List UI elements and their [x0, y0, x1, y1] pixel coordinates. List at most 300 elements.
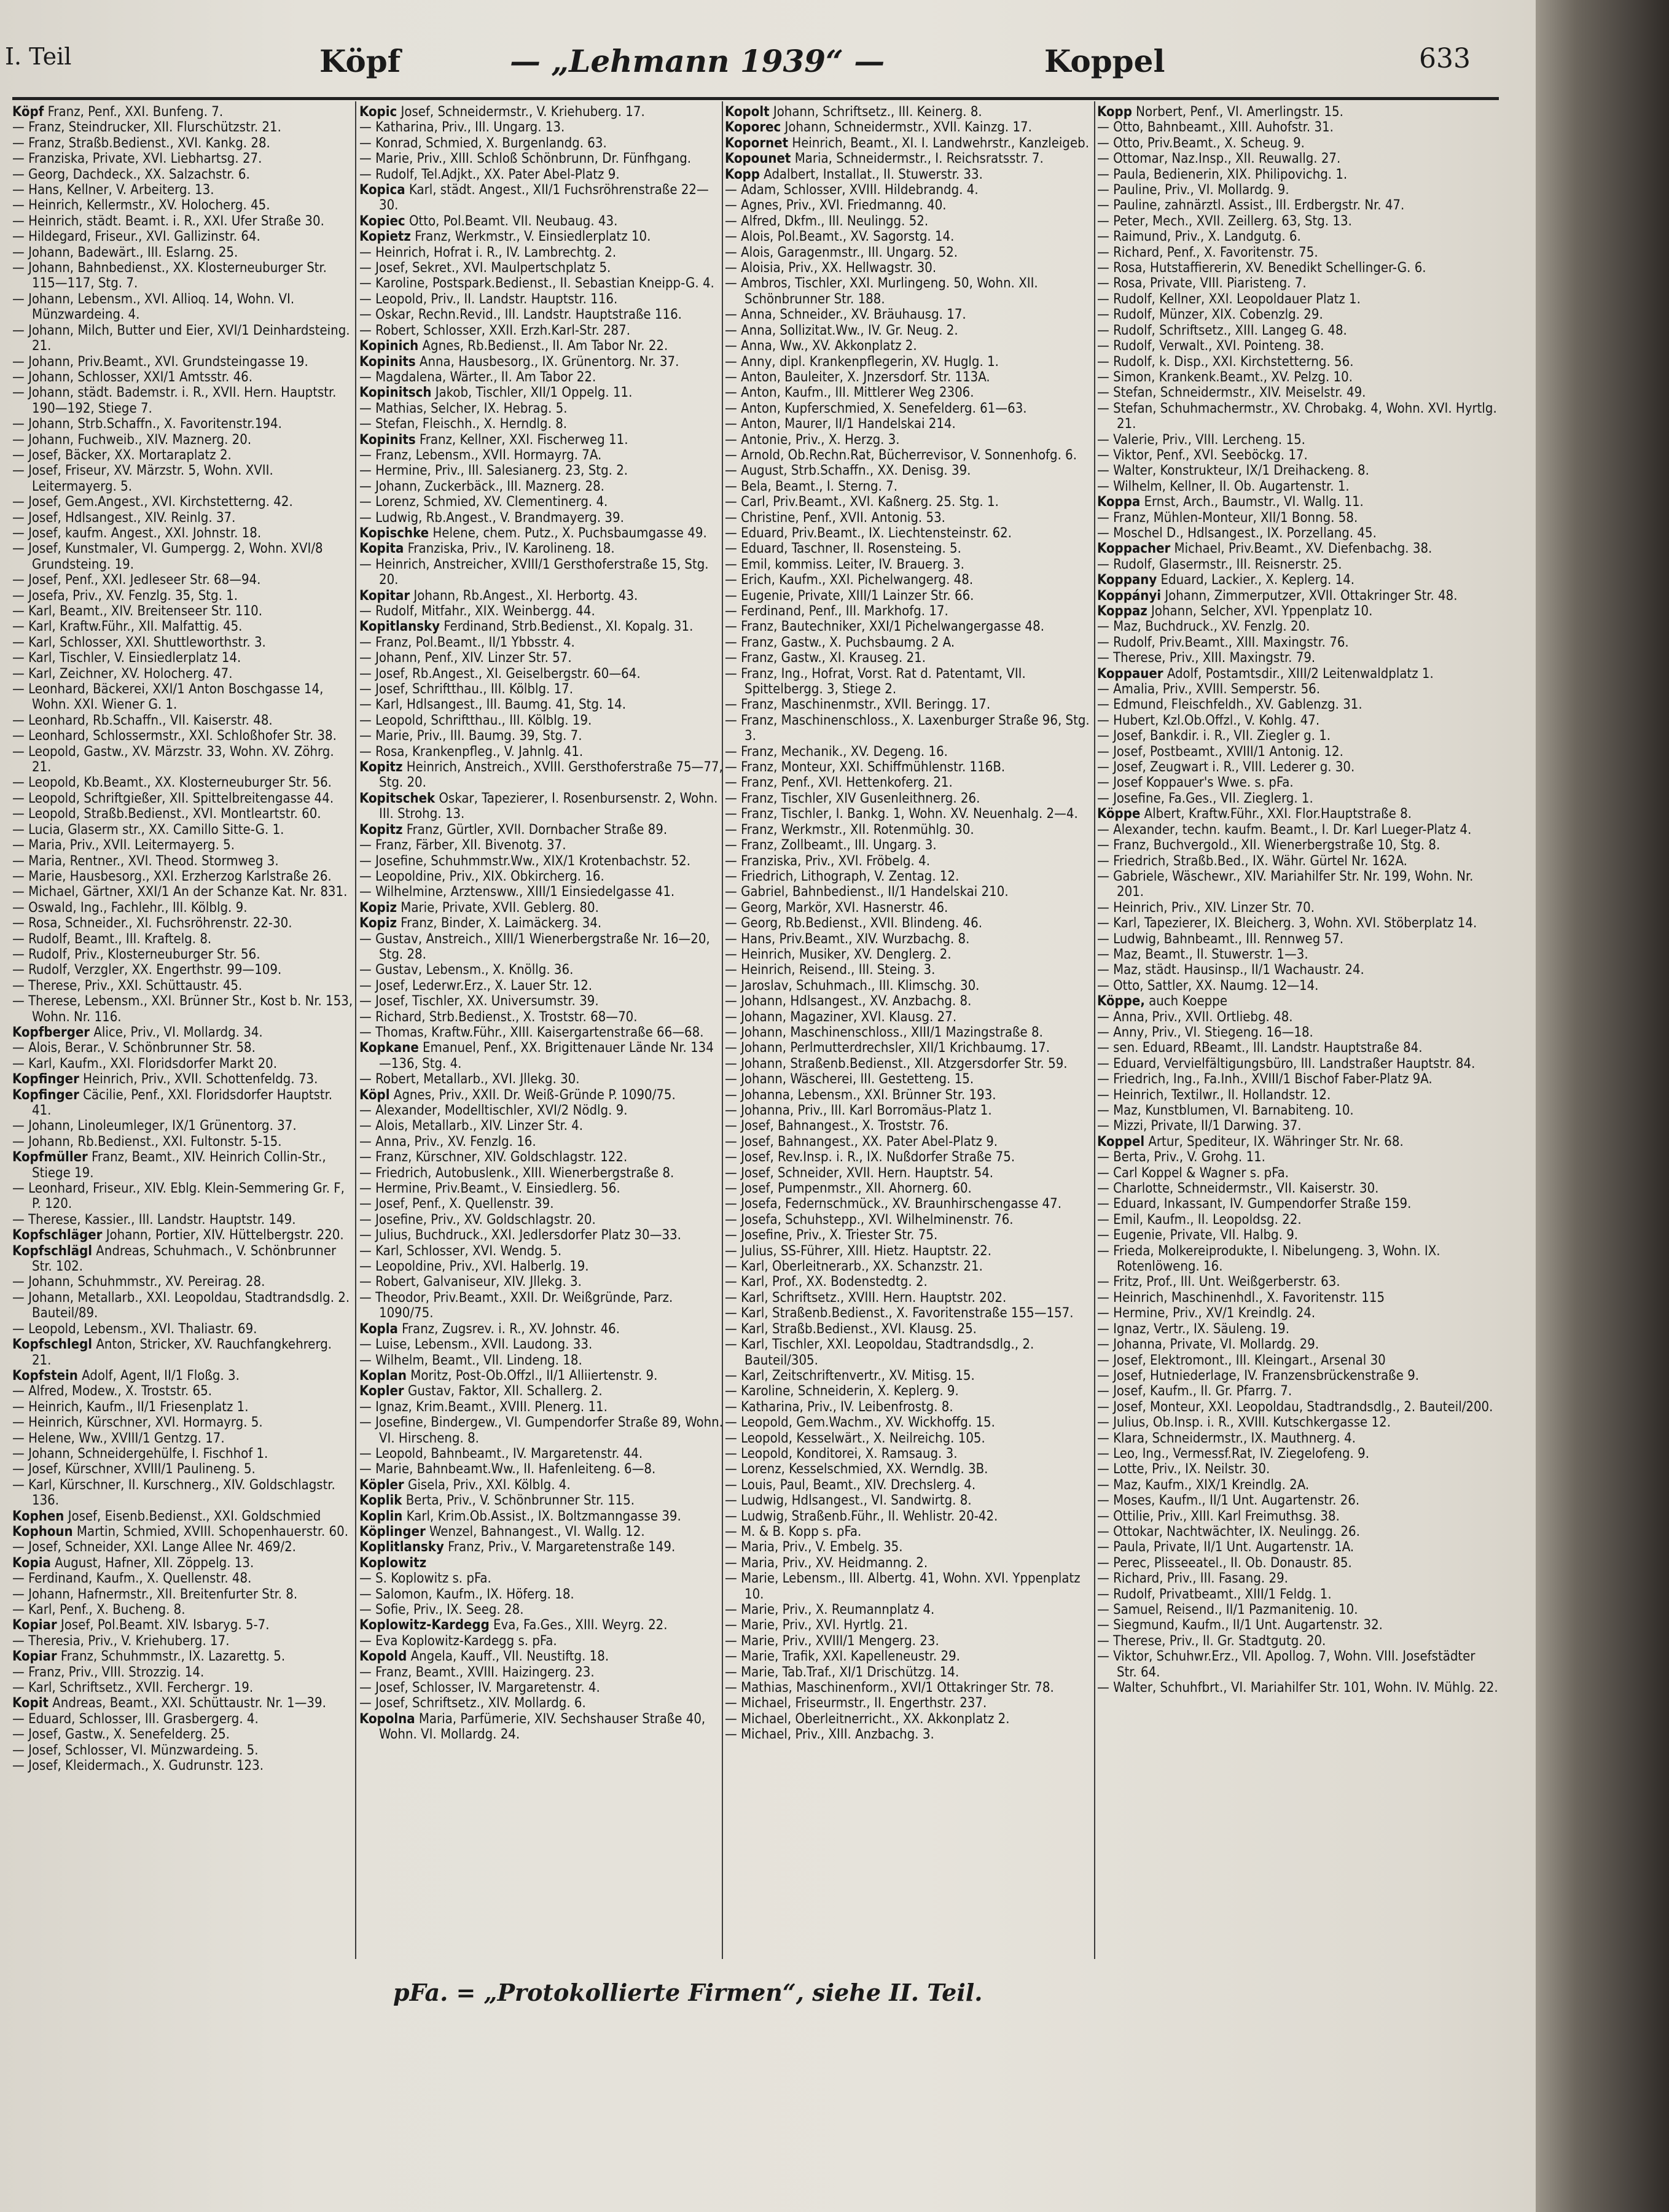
directory-entry: — Hildegard, Friseur., XVI. Gallizinstr. 64. [12, 229, 260, 245]
directory-entry: — Josef, Gastw., X. Senefelderg. 25. [12, 1727, 230, 1743]
directory-entry: — Marie, Trafik, XXI. Kapelleneustr. 29. [725, 1649, 960, 1665]
directory-entry: — Eugenie, Private, VII. Halbg. 9. [1097, 1228, 1299, 1244]
directory-entry: — Pauline, zahnärztl. Assist., III. Erdbergstr. Nr. 47. [1097, 198, 1405, 214]
directory-entry: — Heinrich, Kellermstr., XV. Holocherg. 45. [12, 198, 270, 214]
directory-entry: — Karl, Schriftsetz., XVII. Ferchergг. 19. [12, 1680, 254, 1696]
page-footer-note: pFa. = „Protokollierte Firmen“, siehe II. Teil. [393, 1979, 983, 2006]
directory-entry: — Friedrich, Straßb.Bed., IX. Währ. Gürtel Nr. 162A. [1097, 853, 1407, 869]
directory-entry: — Marie, Priv., XVI. Hyrtlg. 21. [725, 1618, 908, 1634]
directory-entry: — Robert, Metallarb., XVI. Jllekg. 30. [359, 1072, 580, 1088]
directory-entry: — Heinrich, städt. Beamt. i. R., XXI. Ufer Straße 30. [12, 213, 324, 229]
directory-entry: — Josefine, Priv., XV. Goldschlagstr. 20. [359, 1212, 596, 1228]
directory-entry: Kopitz Heinrich, Anstreich., XVIII. Gersthoferstraße 75—77, Stg. 20. [359, 760, 723, 791]
directory-entry: — Johanna, Lebensm., XXI. Brünner Str. 193. [725, 1087, 996, 1103]
directory-entry: — Rosa, Hutstaffiererin, XV. Benedikt Schellinger-G. 6. [1097, 260, 1426, 276]
directory-entry: — Robert, Galvaniseur, XIV. Jllekg. 3. [359, 1274, 582, 1290]
directory-entry: Köpf Franz, Penf., XXI. Bunfeng. 7. [12, 104, 224, 120]
directory-entry: — Franz, Lebensm., XVII. Hormayrg. 7A. [359, 447, 602, 463]
directory-entry: — Marie, Priv., X. Reumannplatz 4. [725, 1602, 935, 1618]
directory-entry: — Paula, Private, II/1 Unt. Augartenstr. 1A. [1097, 1540, 1354, 1556]
directory-entry: — Alois, Berar., V. Schönbrunner Str. 58. [12, 1040, 256, 1056]
directory-entry: — Johann, Fuchweib., XIV. Maznerg. 20. [12, 432, 252, 448]
directory-entry: — Franz, Gastw., X. Puchsbaumg. 2 A. [725, 634, 955, 650]
directory-entry: — Eduard, Vervielfältigungsbüro, III. Landstraßer Hauptstr. 84. [1097, 1056, 1476, 1072]
directory-entry: — Robert, Schlosser, XXII. Erzh.Karl-Str. 287. [359, 322, 631, 338]
directory-entry: — Michael, Friseurmstr., II. Engerthstr. 237. [725, 1696, 987, 1712]
directory-entry: — Simon, Krankenk.Beamt., XV. Pelzg. 10. [1097, 369, 1353, 385]
directory-entry: — Karl, Tischler, XXI. Leopoldau, Stadtrandsdlg., 2. Bauteil/305. [725, 1337, 1034, 1368]
directory-entry: — Rosa, Schneider., XI. Fuchsröhrenstr. 22-30. [12, 916, 292, 932]
directory-entry: Kophen Josef, Eisenb.Bedienst., XXI. Goldschmied [12, 1508, 321, 1524]
directory-entry: — Pauline, Priv., VI. Mollardg. 9. [1097, 182, 1289, 198]
directory-entry: — Friedrich, Lithograph, V. Zentag. 12. [725, 868, 960, 884]
directory-entry: — Josef, Schriftsetz., XIV. Mollardg. 6. [359, 1696, 586, 1712]
directory-entry: — Karl, Beamt., XIV. Breitenseer Str. 110. [12, 604, 262, 619]
directory-entry: Kopp Norbert, Penf., VI. Amerlingstr. 15. [1097, 104, 1343, 120]
directory-entry: Kopiz Franz, Binder, X. Laimäckerg. 34. [359, 916, 602, 932]
directory-entry: — Josef, Bäcker, XX. Mortaraplatz 2. [12, 447, 232, 463]
directory-entry: — Johanna, Private, VI. Mollardg. 29. [1097, 1337, 1319, 1353]
directory-entry: — Lorenz, Schmied, XV. Clementinerg. 4. [359, 494, 608, 510]
directory-entry: — Josef, kaufm. Angest., XXI. Johnstr. 18. [12, 525, 262, 541]
directory-entry: — Ludwig, Hdlsangest., VI. Sandwirtg. 8. [725, 1493, 972, 1509]
directory-entry: — Mizzi, Private, II/1 Darwing. 37. [1097, 1118, 1302, 1134]
directory-entry: — Carl Koppel & Wagner s. pFa. [1097, 1165, 1289, 1181]
directory-entry: — Franz, Gastw., XI. Krauseg. 21. [725, 650, 926, 666]
directory-entry: — Rudolf, Mitfahr., XIX. Weinbergg. 44. [359, 604, 595, 619]
directory-entry: — Rudolf, Münzer, XIX. Cobenzlg. 29. [1097, 307, 1323, 323]
directory-entry: — Karl, Kraftw.Führ., XII. Malfattig. 45. [12, 619, 243, 635]
column-divider [1094, 101, 1095, 1959]
running-title: — „Lehmann 1939“ — [510, 43, 885, 79]
directory-entry: — Frieda, Molkereiprodukte, I. Nibelungeng. 3, Wohn. IX. Rotenlöweng. 16. [1097, 1243, 1440, 1275]
directory-entry: — Josefa, Federnschmück., XV. Braunhirschengasse 47. [725, 1196, 1062, 1212]
directory-entry: — Walter, Konstrukteur, IX/1 Dreihackeng. 8. [1097, 463, 1369, 479]
directory-entry: — Karl, Prof., XX. Bodenstedtg. 2. [725, 1274, 928, 1290]
directory-entry: — Josef, Sekret., XVI. Maulpertschplatz 5. [359, 260, 611, 276]
directory-entry: — Franz, Pol.Beamt., II/1 Ybbsstr. 4. [359, 634, 575, 650]
directory-entry: — Josef, Zeugwart i. R., VIII. Lederer g. 30. [1097, 760, 1355, 776]
directory-entry: — Karl, Hdlsangest., III. Baumg. 41, Stg. 14. [359, 697, 627, 713]
directory-entry: Köplinger Wenzel, Bahnangest., VI. Wallg. 12. [359, 1524, 645, 1540]
directory-entry: Kopiz Marie, Private, XVII. Geblerg. 80. [359, 900, 599, 916]
directory-entry: Köpler Gisela, Priv., XXI. Kölblg. 4. [359, 1477, 571, 1493]
directory-entry: — Josef, Pumpenmstr., XII. Ahornerg. 60. [725, 1181, 972, 1197]
directory-entry: — Josef, Hutniederlage, IV. Franzensbrückenstraße 9. [1097, 1368, 1420, 1384]
directory-entry: — Franz, Mühlen-Monteur, XII/1 Bonng. 58. [1097, 510, 1358, 526]
directory-entry: — Hubert, Kzl.Ob.Offzl., V. Kohlg. 47. [1097, 712, 1320, 728]
directory-entry: — Oswald, Ing., Fachlehr., III. Kölblg. 9. [12, 900, 248, 916]
directory-entry: Koplik Berta, Priv., V. Schönbrunner Str. 115. [359, 1493, 635, 1509]
directory-entry: — Josef, Kaufm., II. Gr. Pfarrg. 7. [1097, 1384, 1292, 1400]
directory-entry: — Johann, städt. Bademstr. i. R., XVII. Hern. Hauptstr. 190—192, Stiege 7. [12, 385, 337, 416]
directory-entry: — Heinrich, Kürschner, XVI. Hormayrg. 5. [12, 1415, 263, 1431]
directory-entry: Koppacher Michael, Priv.Beamt., XV. Diefenbachg. 38. [1097, 541, 1433, 557]
directory-entry: — Leonhard, Schlossermstr., XXI. Schloßhofer Str. 38. [12, 728, 337, 744]
directory-entry: — Wilhelmine, Arztensww., XIII/1 Einsiedelgasse 41. [359, 884, 675, 900]
directory-entry: — Perec, Plisseeatel., II. Ob. Donaustr. 85. [1097, 1555, 1352, 1571]
page-header [0, 37, 1511, 98]
directory-entry: — Maria, Priv., XV. Heidmanng. 2. [725, 1555, 928, 1571]
directory-entry: — Johann, Schneidergehülfe, I. Fischhof 1. [12, 1446, 268, 1462]
directory-entry: — Maz, Beamt., II. Stuwerstr. 1—3. [1097, 946, 1308, 962]
directory-entry: — Hans, Priv.Beamt., XIV. Wurzbachg. 8. [725, 931, 970, 947]
directory-entry: — Erich, Kaufm., XXI. Pichelwangerg. 48. [725, 572, 974, 588]
directory-entry: — Gustav, Anstreich., XIII/1 Wienerbergstraße Nr. 16—20, Stg. 28. [359, 931, 710, 962]
directory-entry: — Maria, Rentner., XVI. Theod. Stormweg 3. [12, 853, 279, 869]
directory-entry: — Moses, Kaufm., II/1 Unt. Augartenstr. 26. [1097, 1493, 1360, 1509]
directory-entry: Koplan Moritz, Post-Ob.Offzl., II/1 Alliiertenstr. 9. [359, 1368, 658, 1384]
directory-entry: — Josef, Tischler, XX. Universumstr. 39. [359, 994, 599, 1010]
directory-entry: — Paula, Bedienerin, XIX. Philipovichg. 1. [1097, 166, 1348, 182]
directory-entry: Kopfstein Adolf, Agent, II/1 Floßg. 3. [12, 1368, 240, 1384]
directory-entry: — Marie, Bahnbeamt.Ww., II. Hafenleiteng. 6—8. [359, 1462, 656, 1478]
directory-entry: Kophoun Martin, Schmied, XVIII. Schopenhauerstr. 60. [12, 1524, 349, 1540]
directory-entry: — Leopoldine, Priv., XIX. Obkircherg. 16. [359, 868, 604, 884]
directory-entry: — Marie, Hausbesorg., XXI. Erzherzog Karlstraße 26. [12, 868, 332, 884]
directory-entry: — Alexander, Modelltischler, XVI/2 Nödlg. 9. [359, 1103, 628, 1118]
directory-entry: — Richard, Priv., III. Fasang. 29. [1097, 1571, 1288, 1587]
directory-entry: — Heinrich, Textilwr., II. Hollandstr. 12. [1097, 1087, 1331, 1103]
directory-entry: — Maria, Priv., V. Embelg. 35. [725, 1540, 903, 1556]
directory-entry: — Johann, Metallarb., XXI. Leopoldau, Stadtrandsdlg. 2. Bauteil/89. [12, 1290, 350, 1322]
directory-entry: — Georg, Dachdeck., XX. Salzachstr. 6. [12, 166, 250, 182]
directory-entry: — Franz, Bautechniker, XXI/1 Pichelwangergasse 48. [725, 619, 1045, 635]
directory-entry: Kopler Gustav, Faktor, XII. Schallerg. 2. [359, 1384, 603, 1400]
directory-entry: — Hermine, Priv., XV/1 Kreindlg. 24. [1097, 1306, 1316, 1322]
directory-entry: — Maz, Kunstblumen, VI. Barnabiteng. 10. [1097, 1103, 1354, 1118]
directory-entry: — Franz, Werkmstr., XII. Rotenmühlg. 30. [725, 822, 974, 838]
directory-entry: — Leopold, Gem.Wachm., XV. Wickhoffg. 15. [725, 1415, 995, 1431]
directory-entry: — Josef, Kunstmaler, VI. Gumpergg. 2, Wohn. XVI/8 Grundsteing. 19. [12, 541, 323, 572]
directory-entry: — Richard, Penf., X. Favoritenstr. 75. [1097, 244, 1318, 260]
directory-entry: — Franz, Priv., VIII. Strozzig. 14. [12, 1664, 205, 1680]
directory-entry: — Anna, Priv., XV. Fenzlg. 16. [359, 1134, 536, 1150]
directory-entry: — Therese, Priv., II. Gr. Stadtgutg. 20. [1097, 1633, 1326, 1649]
directory-entry: — Rudolf, Schriftsetz., XIII. Langeg G. 48. [1097, 322, 1347, 338]
directory-entry: — Franz, Monteur, XXI. Schiffmühlenstr. 116B. [725, 760, 1006, 776]
directory-entry: — Michael, Oberleitnerricht., XX. Akkonplatz 2. [725, 1711, 1010, 1727]
directory-entry: — Franz, Steindrucker, XII. Flurschützstr. 21. [12, 120, 281, 136]
directory-entry: — Wilhelm, Beamt., VII. Lindeng. 18. [359, 1352, 582, 1368]
directory-entry: — Wilhelm, Kellner, II. Ob. Augartenstr. 1. [1097, 478, 1350, 494]
directory-entry: Kopiec Otto, Pol.Beamt. VII. Neubaug. 43. [359, 213, 618, 229]
directory-entry: — Leopold, Schriftgießer, XII. Spittelbreitengasse 44. [12, 790, 334, 806]
directory-entry: — Josef, Kürschner, XVIII/1 Paulineng. 5. [12, 1462, 256, 1478]
directory-entry: Kopinits Anna, Hausbesorg., IX. Grünentorg. Nr. 37. [359, 354, 679, 370]
directory-entry: — Marie, Priv., III. Baumg. 39, Stg. 7. [359, 728, 582, 744]
directory-entry: — Josef, Bahnangest., X. Troststr. 76. [725, 1118, 949, 1134]
directory-entry: — Maria, Priv., XVII. Leitermayerg. 5. [12, 838, 235, 854]
directory-entry: — Agnes, Priv., XVI. Friedmanng. 40. [725, 198, 947, 214]
directory-entry: Kopfberger Alice, Priv., VI. Mollardg. 34. [12, 1024, 263, 1040]
directory-entry: Kopia August, Hafner, XII. Zöppelg. 13. [12, 1555, 254, 1571]
directory-entry: — Alois, Pol.Beamt., XV. Sagorstg. 14. [725, 229, 955, 245]
directory-entry: — Franz, Kürschner, XIV. Goldschlagstr. 122. [359, 1150, 628, 1166]
directory-entry: — Leopold, Straßb.Bedienst., XVI. Montleartstr. 60. [12, 806, 321, 822]
directory-entry: — Therese, Priv., XIII. Maxingstr. 79. [1097, 650, 1316, 666]
directory-entry: — August, Strb.Schaffn., XX. Denisg. 39. [725, 463, 971, 479]
directory-entry: Kopitlansky Ferdinand, Strb.Bedienst., XI. Kopalg. 31. [359, 619, 694, 635]
directory-entry: — Sofie, Priv., IX. Seeg. 28. [359, 1602, 524, 1618]
directory-entry: — Magdalena, Wärter., II. Am Tabor 22. [359, 369, 596, 385]
header-rule [12, 97, 1499, 100]
directory-entry: — Heinrich, Anstreicher, XVIII/1 Gersthoferstraße 15, Stg. 20. [359, 556, 709, 588]
directory-entry: — Georg, Markör, XVI. Hasnerstr. 46. [725, 900, 948, 916]
directory-entry: — Leonhard, Friseur., XIV. Eblg. Klein-Semmering Gr. F, P. 120. [12, 1181, 345, 1212]
directory-entry: — Karl, Schriftsetz., XVIII. Hern. Hauptstr. 202. [725, 1290, 1007, 1306]
directory-entry: — Johann, Hdlsangest., XV. Anzbachg. 8. [725, 994, 972, 1010]
directory-entry: — Leopold, Kb.Beamt., XX. Klosterneuburger Str. 56. [12, 775, 332, 791]
directory-entry: — Johann, Hafnermstr., XII. Breitenfurter Str. 8. [12, 1586, 298, 1602]
directory-entry: — Emil, kommiss. Leiter, IV. Brauerg. 3. [725, 556, 964, 572]
directory-entry: — Franziska, Private, XVI. Liebhartsg. 27. [12, 151, 262, 167]
directory-entry: — Bela, Beamt., I. Sterng. 7. [725, 478, 898, 494]
directory-entry: — Ferdinand, Penf., III. Markhofg. 17. [725, 604, 948, 619]
directory-entry: — Eva Koplowitz-Kardegg s. pFa. [359, 1633, 557, 1649]
directory-entry: — Hermine, Priv.Beamt., V. Einsiedlerg. 56. [359, 1181, 620, 1197]
directory-entry: — Franz, Buchvergold., XII. Wienerbergstraße 10, Stg. 8. [1097, 838, 1440, 854]
directory-entry: — Eduard, Inkassant, IV. Gumpendorfer Straße 159. [1097, 1196, 1412, 1212]
directory-entry: — Eduard, Priv.Beamt., IX. Liechtensteinstr. 62. [725, 525, 1012, 541]
directory-entry: — Heinrich, Maschinenhdl., X. Favoritenstr. 115 [1097, 1290, 1385, 1306]
directory-entry: — Otto, Bahnbeamt., XIII. Auhofstr. 31. [1097, 120, 1334, 136]
directory-entry: — Leopoldine, Priv., XVI. Halberlg. 19. [359, 1259, 589, 1275]
directory-entry: — Adam, Schlosser, XVIII. Hildebrandg. 4. [725, 182, 979, 198]
directory-entry: — Fritz, Prof., III. Unt. Weißgerberstr. 63. [1097, 1274, 1340, 1290]
directory-entry: — Therese, Priv., XXI. Schüttaustr. 45. [12, 978, 243, 994]
directory-entry: — Johann, Schlosser, XXI/1 Amtsstr. 46. [12, 369, 253, 385]
directory-entry: — Ludwig, Rb.Angest., V. Brandmayerg. 39. [359, 510, 624, 526]
directory-entry: Kopfinger Heinrich, Priv., XVII. Schottenfeldg. 73. [12, 1072, 318, 1088]
directory-entry: — Viktor, Penf., XVI. Seeböckg. 17. [1097, 447, 1308, 463]
directory-entry: — Leopold, Bahnbeamt., IV. Margaretenstr. 44. [359, 1446, 643, 1462]
directory-entry: Kopit Andreas, Beamt., XXI. Schüttaustr. Nr. 1—39. [12, 1696, 326, 1712]
directory-entry: — Josef Koppauer's Wwe. s. pFa. [1097, 775, 1294, 791]
directory-entry: — Carl, Priv.Beamt., XVI. Kaßnerg. 25. Stg. 1. [725, 494, 999, 510]
directory-entry: — Ottilie, Priv., XIII. Karl Freimuthsg. 38. [1097, 1508, 1340, 1524]
directory-entry: — Hermine, Priv., III. Salesianerg. 23, Stg. 2. [359, 463, 628, 479]
directory-entry: — Eugenie, Private, XIII/1 Lainzer Str. 66. [725, 588, 974, 604]
directory-entry: — Friedrich, Ing., Fa.Inh., XVIII/1 Bischof Faber-Platz 9A. [1097, 1072, 1433, 1088]
directory-entry: — Amalia, Priv., XVIII. Semperstr. 56. [1097, 682, 1321, 698]
directory-entry: — Karl, Penf., X. Bucheng. 8. [12, 1602, 186, 1618]
directory-entry: — Thomas, Kraftw.Führ., XIII. Kaisergartenstraße 66—68. [359, 1024, 704, 1040]
directory-entry: — Edmund, Fleischfeldh., XV. Gablenzg. 31. [1097, 697, 1362, 713]
directory-column-3 [725, 104, 1093, 1959]
keyword-last: Koppel [1044, 43, 1165, 79]
directory-entry: — Ambros, Tischler, XXI. Murlingeng. 50, Wohn. XII. Schönbrunner Str. 188. [725, 276, 1038, 307]
directory-entry: Kopic Josef, Schneidermstr., V. Kriehuberg. 17. [359, 104, 645, 120]
directory-entry: — Louis, Paul, Beamt., XIV. Drechslerg. 4. [725, 1477, 976, 1493]
directory-entry: — Charlotte, Schneidermstr., VII. Kaiserstr. 30. [1097, 1181, 1379, 1197]
directory-entry: — Josef, Bahnangest., XX. Pater Abel-Platz 9. [725, 1134, 998, 1150]
directory-entry: — Friedrich, Autobuslenk., XIII. Wienerbergstraße 8. [359, 1165, 674, 1181]
directory-entry: — Johann, Magaziner, XVI. Klausg. 27. [725, 1009, 957, 1025]
directory-entry: — Josef, Lederwr.Erz., X. Lauer Str. 12. [359, 978, 593, 994]
directory-entry: — S. Koplowitz s. pFa. [359, 1571, 491, 1587]
directory-entry: Koporec Johann, Schneidermstr., XVII. Kainzg. 17. [725, 120, 1032, 136]
directory-entry: Koplowitz [359, 1555, 427, 1571]
directory-entry: — Gustav, Lebensm., X. Knöllg. 36. [359, 962, 574, 978]
directory-entry: — Franz, Mechanik., XV. Degeng. 16. [725, 744, 948, 760]
directory-entry: — Alfred, Dkfm., III. Neulingg. 52. [725, 213, 929, 229]
directory-entry: — Karl, Straßb.Bedienst., XVI. Klausg. 25. [725, 1321, 977, 1337]
directory-entry: Kopp Adalbert, Installat., II. Stuwerstr. 33. [725, 166, 983, 182]
directory-entry: — Josef, Penf., XXI. Jedleseer Str. 68—94. [12, 572, 261, 588]
directory-entry: — Johann, Perlmutterdrechsler, XII/1 Krichbaumg. 17. [725, 1040, 1050, 1056]
directory-entry: Kopfschlegl Anton, Stricker, XV. Rauchfangkehrerg. 21. [12, 1337, 332, 1368]
directory-entry: — Leopold, Priv., II. Landstr. Hauptstr. 116. [359, 291, 618, 307]
directory-entry: — Helene, Ww., XVIII/1 Gentzg. 17. [12, 1430, 225, 1446]
directory-entry: — Anton, Kaufm., III. Mittlerer Weg 2306. [725, 385, 974, 401]
directory-entry: — Josefa, Schuhstepp., XVI. Wilhelminenstr. 76. [725, 1212, 1014, 1228]
directory-entry: Kopita Franziska, Priv., IV. Karolineng. 18. [359, 541, 615, 557]
directory-entry: — Josefine, Bindergew., VI. Gumpendorfer Straße 89, Wohn. VI. Hirscheng. 8. [359, 1415, 723, 1446]
directory-entry: Kopinits Franz, Kellner, XXI. Fischerweg 11. [359, 432, 628, 448]
directory-entry: — Stefan, Schuhmachermstr., XV. Chrobakg. 4, Wohn. XVI. Hyrtlg. 21. [1097, 400, 1497, 432]
directory-entry: — Peter, Mech., XVII. Zeillerg. 63, Stg. 13. [1097, 213, 1352, 229]
directory-entry: — Heinrich, Kaufm., II/1 Friesenplatz 1. [12, 1399, 249, 1415]
directory-entry: — Luise, Lebensm., XVII. Laudong. 33. [359, 1337, 593, 1353]
directory-entry: — Franz, Färber, XII. Bivenotg. 37. [359, 838, 566, 854]
directory-entry: Kopounet Maria, Schneidermstr., I. Reichsratsstr. 7. [725, 151, 1044, 167]
directory-entry: — Anton, Maurer, II/1 Handelskai 214. [725, 416, 956, 432]
directory-entry: — Johann, Maschinenschloss., XIII/1 Mazingstraße 8. [725, 1024, 1043, 1040]
directory-entry: — Oskar, Rechn.Revid., III. Landstr. Hauptstraße 116. [359, 307, 682, 323]
directory-entry: — Leopold, Gastw., XV. Märzstr. 33, Wohn. XV. Zöhrg. 21. [12, 744, 334, 776]
directory-entry: — Ferdinand, Kaufm., X. Quellenstr. 48. [12, 1571, 252, 1587]
directory-entry: — Ludwig, Bahnbeamt., III. Rennweg 57. [1097, 931, 1344, 947]
directory-entry: — Josef, Schneider, XXI. Lange Allee Nr. 469/2. [12, 1540, 296, 1556]
directory-entry: — Karl, Zeichner, XV. Holocherg. 47. [12, 666, 233, 682]
directory-entry: — Heinrich, Reisend., III. Steing. 3. [725, 962, 936, 978]
directory-entry: — Christine, Penf., XVII. Antonig. 53. [725, 510, 945, 526]
directory-entry: — Raimund, Priv., X. Landgutg. 6. [1097, 229, 1301, 245]
directory-entry: — Ottomar, Naz.Insp., XII. Reuwallg. 27. [1097, 151, 1341, 167]
directory-entry: — Josef, Penf., X. Quellenstr. 39. [359, 1196, 554, 1212]
directory-entry: — Leonhard, Bäckerei, XXI/1 Anton Boschgasse 14, Wohn. XXI. Wiener G. 1. [12, 682, 324, 713]
directory-entry: — Heinrich, Priv., XIV. Linzer Str. 70. [1097, 900, 1315, 916]
directory-entry: — Heinrich, Musiker, XV. Denglerg. 2. [725, 946, 952, 962]
directory-entry: — Josef, Schlosser, VI. Münzwardeing. 5. [12, 1742, 259, 1758]
directory-entry: — Karl, Schlosser, XVI. Wendg. 5. [359, 1243, 562, 1259]
directory-entry: — Johann, Strb.Schaffn., X. Favoritenstr.194. [12, 416, 282, 432]
directory-entry: — Marie, Lebensm., III. Albertg. 41, Wohn. XVI. Yppenplatz 10. [725, 1571, 1081, 1602]
directory-entry: — M. & B. Kopp s. pFa. [725, 1524, 862, 1540]
directory-entry: — Antonie, Priv., X. Herzg. 3. [725, 432, 900, 448]
directory-entry: — Josef, Bankdir. i. R., VII. Ziegler g. 1. [1097, 728, 1331, 744]
directory-entry: — Johann, Linoleumleger, IX/1 Grünentorg. 37. [12, 1118, 297, 1134]
directory-entry: Kopietz Franz, Werkmstr., V. Einsiedlerplatz 10. [359, 229, 651, 245]
directory-entry: — Ottokar, Nachtwächter, IX. Neulingg. 26. [1097, 1524, 1360, 1540]
directory-entry: Kopitz Franz, Gürtler, XVII. Dornbacher Straße 89. [359, 822, 668, 838]
directory-entry: Koppany Eduard, Lackier., X. Keplerg. 14. [1097, 572, 1355, 588]
directory-entry: — Ignaz, Krim.Beamt., XVIII. Plenerg. 11. [359, 1399, 608, 1415]
directory-entry: Kopla Franz, Zugsrev. i. R., XV. Johnstr. 46. [359, 1321, 620, 1337]
directory-entry: — Leo, Ing., Vermessf.Rat, IV. Ziegelofeng. 9. [1097, 1446, 1369, 1462]
directory-entry: — Karl, Zeitschriftenvertr., XV. Mitisg. 15. [725, 1368, 975, 1384]
directory-entry: — Johann, Zuckerbäck., III. Maznerg. 28. [359, 478, 604, 494]
directory-entry: Kopornet Heinrich, Beamt., XI. I. Landwehrstr., Kanzleigeb. [725, 135, 1090, 151]
directory-entry: — Rudolf, Priv., Klosterneuburger Str. 56. [12, 946, 260, 962]
directory-entry: Kopfinger Cäcilie, Penf., XXI. Floridsdorfer Hauptstr. 41. [12, 1087, 333, 1118]
directory-entry: — Franz, Maschinenmstr., XVII. Beringg. 17. [725, 697, 991, 713]
directory-entry: — Josefine, Priv., X. Triester Str. 75. [725, 1228, 938, 1244]
directory-entry: — Karl, Kürschner, II. Kurschnerg., XIV. Goldschlagstr. 136. [12, 1477, 335, 1509]
directory-entry: — Josef, Postbeamt., XVIII/1 Antonig. 12. [1097, 744, 1343, 760]
directory-entry: — Rudolf, Verzgler, XX. Engerthstr. 99—109. [12, 962, 282, 978]
directory-entry: — Therese, Kassier., III. Landstr. Hauptstr. 149. [12, 1212, 296, 1228]
directory-entry: — Katharina, Priv., IV. Leibenfrostg. 8. [725, 1399, 953, 1415]
directory-entry: — Arnold, Ob.Rechn.Rat, Bücherrevisor, V. Sonnenhofg. 6. [725, 447, 1077, 463]
directory-entry: — Rosa, Private, VIII. Piaristeng. 7. [1097, 276, 1307, 292]
directory-entry: Köppe, auch Koeppe [1097, 994, 1228, 1010]
directory-entry: — Johann, Priv.Beamt., XVI. Grundsteingasse 19. [12, 354, 308, 370]
directory-entry: — Alfred, Modew., X. Troststr. 65. [12, 1384, 213, 1400]
directory-entry: — Katharina, Priv., III. Ungarg. 13. [359, 120, 565, 136]
directory-entry: — Anton, Bauleiter, X. Jnzersdorf. Str. 113A. [725, 369, 990, 385]
directory-entry: — Michael, Gärtner, XXI/1 An der Schanze Kat. Nr. 831. [12, 884, 348, 900]
directory-entry: — Johann, Straßenb.Bedienst., XII. Atzgersdorfer Str. 59. [725, 1056, 1068, 1072]
directory-entry: — Rudolf, Beamt., III. Kraftelg. 8. [12, 931, 212, 947]
directory-entry: — Moschel D., Hdlsangest., IX. Porzellang. 45. [1097, 525, 1377, 541]
directory-entry: Kopfschlägl Andreas, Schuhmach., V. Schönbrunner Str. 102. [12, 1243, 337, 1275]
directory-entry: — Salomon, Kaufm., IX. Höferg. 18. [359, 1586, 574, 1602]
directory-column-4 [1097, 104, 1499, 1959]
directory-entry: — Karoline, Postspark.Bedienst., II. Sebastian Kneipp-G. 4. [359, 276, 714, 292]
directory-entry: — Josefa, Priv., XV. Fenzlg. 35, Stg. 1. [12, 588, 238, 604]
directory-entry: — Otto, Priv.Beamt., X. Scheug. 9. [1097, 135, 1305, 151]
directory-entry: — Eduard, Taschner, II. Rosensteing. 5. [725, 541, 961, 557]
directory-entry: — Leopold, Kesselwärt., X. Neilreichg. 105. [725, 1430, 985, 1446]
directory-entry: — Julius, Ob.Insp. i. R., XVIII. Kutschkergasse 12. [1097, 1415, 1391, 1431]
directory-entry: Koppa Ernst, Arch., Baumstr., VI. Wallg. 11. [1097, 494, 1364, 510]
directory-entry: Kopolt Johann, Schriftsetz., III. Keinerg. 8. [725, 104, 982, 120]
directory-entry: — Hans, Kellner, V. Arbeiterg. 13. [12, 182, 214, 198]
directory-entry: — sen. Eduard, RBeamt., III. Landstr. Hauptstraße 84. [1097, 1040, 1423, 1056]
directory-entry: Koplin Karl, Krim.Ob.Assist., IX. Boltzmanngasse 39. [359, 1508, 681, 1524]
directory-entry: — Samuel, Reisend., II/1 Pazmanitenig. 10. [1097, 1602, 1358, 1618]
directory-entry: Koppel Artur, Spediteur, IX. Währinger Str. Nr. 68. [1097, 1134, 1404, 1150]
directory-entry: — Rudolf, Verwalt., XVI. Pointeng. 38. [1097, 338, 1324, 354]
directory-entry: — Georg, Rb.Bedienst., XVII. Blindeng. 46. [725, 916, 983, 932]
directory-entry: — Josef, Monteur, XXI. Leopoldau, Stadtrandsdlg., 2. Bauteil/200. [1097, 1399, 1493, 1415]
column-divider [355, 101, 356, 1959]
directory-entry: Kopfschläger Johann, Portier, XIV. Hüttelbergstr. 220. [12, 1228, 344, 1244]
directory-entry: — Josef, Schlosser, IV. Margaretenstr. 4. [359, 1680, 600, 1696]
directory-entry: — Maz, städt. Hausinsp., II/1 Wachaustr. 24. [1097, 962, 1364, 978]
directory-entry: — Anna, Ww., XV. Akkonplatz 2. [725, 338, 917, 354]
directory-entry: Köppe Albert, Kraftw.Führ., XXI. Flor.Hauptstraße 8. [1097, 806, 1412, 822]
directory-entry: — Franz, Penf., XVI. Hettenkoferg. 21. [725, 775, 953, 791]
keyword-first: Köpf [319, 43, 401, 79]
directory-entry: — Lorenz, Kesselschmied, XX. Werndlg. 3B. [725, 1462, 988, 1478]
directory-entry: — Josef, Kleidermach., X. Gudrunstr. 123. [12, 1758, 264, 1774]
directory-entry: — Rosa, Krankenpfleg., V. Jahnlg. 41. [359, 744, 584, 760]
directory-entry: — Ludwig, Straßenb.Führ., II. Wehlistr. 20-42. [725, 1508, 998, 1524]
directory-entry: — Josef, Elektromont., III. Kleingart., Arsenal 30 [1097, 1352, 1386, 1368]
directory-entry: — Rudolf, Priv.Beamt., XIII. Maxingstr. 76. [1097, 634, 1349, 650]
directory-entry: — Josef, Schneider, XVII. Hern. Hauptstr. 54. [725, 1165, 994, 1181]
directory-entry: Köpl Agnes, Priv., XXII. Dr. Weiß-Gründe P. 1090/75. [359, 1087, 676, 1103]
directory-entry: — Gabriel, Bahnbedienst., II/1 Handelskai 210. [725, 884, 1009, 900]
directory-entry: Kopolna Maria, Parfümerie, XIV. Sechshauser Straße 40, Wohn. VI. Mollardg. 24. [359, 1711, 706, 1743]
directory-entry: — Michael, Priv., XIII. Anzbachg. 3. [725, 1727, 934, 1743]
part-label: I. Teil [5, 43, 72, 70]
directory-entry: — Franz, Tischler, XIV Gusenleithnerg. 26. [725, 790, 980, 806]
directory-entry: — Karl, Schlosser, XXI. Shuttleworthstr. 3. [12, 634, 266, 650]
